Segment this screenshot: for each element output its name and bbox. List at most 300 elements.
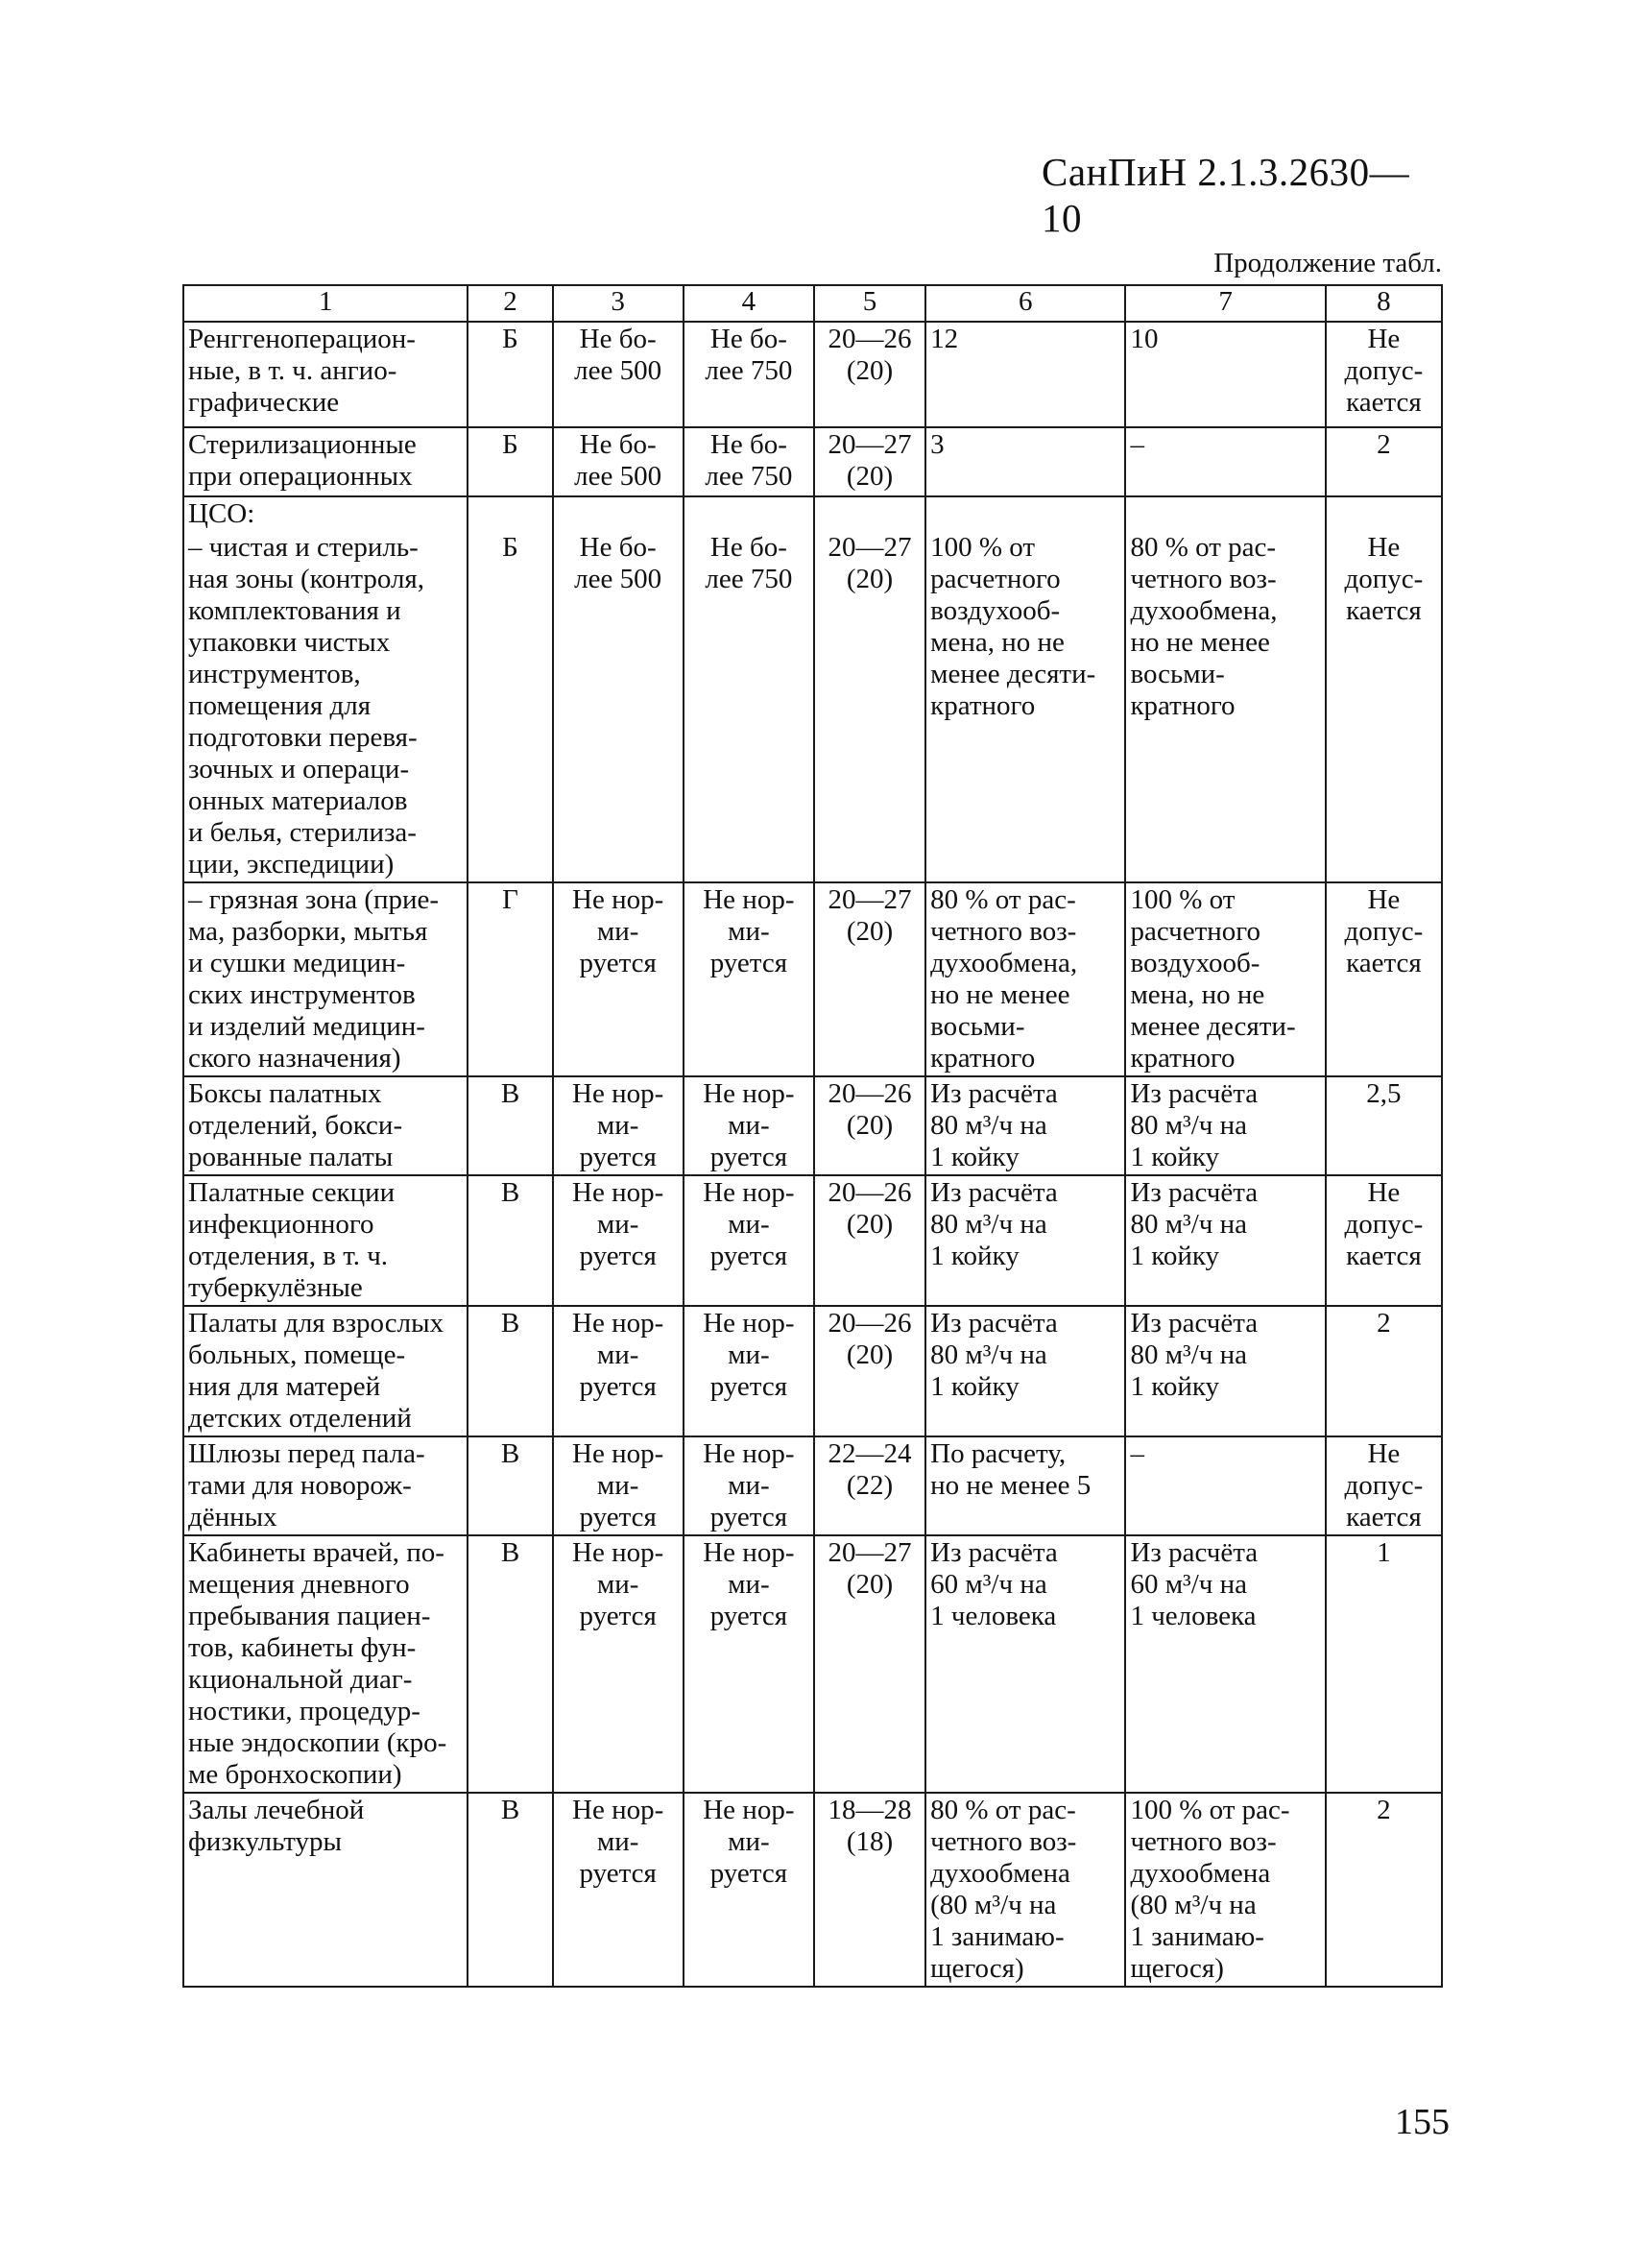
cell-line: тов, кабинеты фун- — [188, 1632, 417, 1663]
cell-line: руется — [709, 1241, 788, 1271]
cell-line: В — [500, 1177, 520, 1208]
cell-line: ностики, процедур- — [188, 1696, 420, 1726]
cell-line: четного воз- — [1130, 1826, 1277, 1857]
col3-cell — [553, 1306, 684, 1436]
cell-line: 80 м³/ч на — [930, 1209, 1047, 1240]
cell-line: руется — [709, 1601, 788, 1631]
cell-line: графические — [188, 387, 340, 418]
cell-line: духообмена, — [1130, 595, 1278, 626]
table-row — [183, 1175, 1442, 1306]
cell-line: расчетного — [930, 564, 1061, 594]
col4-cell — [684, 1306, 814, 1436]
cell-line: 1 койку — [930, 1241, 1020, 1271]
cell-line: ми- — [728, 1110, 770, 1141]
cell-line: детских отделений — [188, 1403, 412, 1434]
cell-line: Из расчёта — [1130, 1177, 1259, 1208]
cell-line: В — [500, 1795, 520, 1825]
cell-line: Не нор- — [703, 1438, 795, 1469]
air-exchange-in-cell — [925, 1306, 1125, 1436]
class-cell — [468, 1436, 552, 1535]
temperature-cell — [814, 1076, 925, 1175]
cell-line: больных, помеще- — [188, 1339, 406, 1370]
cell-line: ции, экспедиции) — [188, 849, 395, 880]
cell-line: (20) — [846, 1110, 894, 1141]
cell-line: духообмена, — [930, 948, 1078, 978]
class-cell — [468, 427, 552, 496]
cell-line: – чистая и стериль- — [188, 532, 419, 563]
cell-line: 100 % от рас- — [1130, 1795, 1290, 1825]
cell-line: ми- — [728, 1209, 770, 1240]
col4-cell — [684, 1175, 814, 1306]
air-exchange-in-cell — [925, 322, 1125, 427]
column-number: 3 — [553, 285, 684, 322]
cell-line: ми- — [728, 1470, 770, 1501]
cell-line: 2 — [1377, 1795, 1391, 1825]
air-exchange-out-cell — [1125, 1076, 1325, 1175]
cell-line: и сушки медицин- — [188, 948, 406, 978]
cell-line: кратного — [1130, 1043, 1236, 1074]
cell-line: Из расчёта — [930, 1537, 1058, 1568]
cell-line: 1 койку — [930, 1371, 1020, 1402]
cell-line: 80 м³/ч на — [1130, 1339, 1248, 1370]
air-exchange-in-cell — [925, 1535, 1125, 1793]
cell-line: 20—26 — [828, 1308, 912, 1339]
cell-line: руется — [579, 1241, 657, 1271]
cell-line: 20—27 — [828, 884, 912, 915]
col4-cell — [684, 1436, 814, 1535]
cell-line: Не нор- — [572, 1537, 664, 1568]
table-row — [183, 882, 1442, 1076]
column-number: 5 — [814, 285, 925, 322]
col4-cell — [684, 1535, 814, 1793]
cell-line: ских инструментов — [188, 979, 416, 1010]
cell-line: ми- — [596, 1339, 639, 1370]
cell-line: Кабинеты врачей, по- — [188, 1537, 444, 1568]
air-exchange-in-cell — [925, 1793, 1125, 1987]
cell-line: ми- — [728, 1826, 770, 1857]
cell-line: руется — [579, 1142, 657, 1172]
cell-line: Стерилизационные — [188, 429, 417, 460]
air-exchange-out-cell — [1125, 1535, 1325, 1793]
col8-cell — [1326, 531, 1442, 882]
cell-line: менее десяти- — [1130, 1011, 1296, 1042]
col8-cell — [1326, 496, 1442, 531]
cell-line: Залы лечебной — [188, 1795, 365, 1825]
cell-line: Из расчёта — [930, 1308, 1058, 1339]
cell-line: инструментов, — [188, 659, 361, 689]
cell-line: 80 % от рас- — [930, 884, 1076, 915]
cell-line: 80 м³/ч на — [1130, 1110, 1248, 1141]
room-name-cell — [183, 882, 468, 1076]
cell-line: ского назначения) — [188, 1043, 401, 1074]
ventilation-requirements-table — [182, 284, 1443, 1988]
column-number-row — [183, 285, 1442, 322]
cell-line: Г — [502, 884, 518, 915]
cell-line: расчетного — [1130, 916, 1260, 947]
cell-line: Не бо- — [709, 324, 787, 354]
cell-line: 20—26 — [828, 1177, 912, 1208]
col8-cell — [1326, 882, 1442, 1076]
col8-cell — [1326, 1436, 1442, 1535]
cell-line: инфекционного — [188, 1209, 374, 1240]
cell-line: ме бронхоскопии) — [188, 1759, 402, 1790]
cell-line: духообмена — [1130, 1858, 1271, 1889]
cell-line: ми- — [596, 1826, 639, 1857]
cell-line: 22—24 — [828, 1438, 912, 1469]
col8-cell — [1326, 1793, 1442, 1987]
cell-line: (80 м³/ч на — [1130, 1890, 1257, 1920]
col3-cell — [553, 322, 684, 427]
table-continuation-note: Продолжение табл. — [1213, 248, 1442, 278]
cell-line: Не — [1367, 884, 1401, 915]
cell-line: ми- — [596, 1470, 639, 1501]
cell-line: воздухооб- — [1130, 948, 1260, 978]
cell-line: но не менее — [1130, 627, 1270, 658]
col4-cell — [684, 322, 814, 427]
cell-line: и белья, стерилиза- — [188, 817, 417, 848]
class-cell — [468, 1076, 552, 1175]
cell-line: 18—28 — [828, 1795, 912, 1825]
cell-line: Не нор- — [572, 1795, 664, 1825]
cell-line: допус- — [1344, 916, 1424, 947]
cell-line: допус- — [1344, 1470, 1424, 1501]
cell-line: Не бо- — [579, 429, 657, 460]
cell-line: физкультуры — [188, 1826, 343, 1857]
cell-line: 80 % от рас- — [1130, 532, 1277, 563]
cell-line: 100 % от — [930, 532, 1036, 563]
cell-line: отделений, бокси- — [188, 1110, 403, 1141]
col8-cell — [1326, 427, 1442, 496]
room-name-cell — [183, 1076, 468, 1175]
air-exchange-out-cell — [1125, 322, 1325, 427]
cell-line: 80 м³/ч на — [930, 1339, 1047, 1370]
cell-line: Не нор- — [572, 884, 664, 915]
column-number: 2 — [468, 285, 552, 322]
cell-line: лее 750 — [705, 355, 793, 386]
cell-line: (22) — [846, 1470, 894, 1501]
col3-cell — [553, 427, 684, 496]
cell-line: Не нор- — [703, 1308, 795, 1339]
cell-line: Не нор- — [572, 1308, 664, 1339]
table-row — [183, 496, 1442, 531]
temperature-cell — [814, 1535, 925, 1793]
cell-line: Не — [1367, 532, 1401, 563]
cell-line: 2 — [1377, 1308, 1391, 1339]
cell-line: (18) — [846, 1826, 894, 1857]
cell-line: 1 занимаю- — [930, 1921, 1065, 1952]
cell-line: Не нор- — [703, 884, 795, 915]
cell-line: Не — [1367, 324, 1401, 354]
page-number: 155 — [1395, 2102, 1450, 2142]
cell-line: руется — [709, 1371, 788, 1402]
cell-line: туберкулёзные — [188, 1272, 363, 1303]
col4-cell — [684, 1076, 814, 1175]
cell-line: (20) — [846, 564, 894, 594]
cell-line: Не нор- — [572, 1177, 664, 1208]
col8-cell — [1326, 1076, 1442, 1175]
cell-line: четного воз- — [930, 1826, 1077, 1857]
col3-cell — [553, 1076, 684, 1175]
cell-line: ЦСО: — [188, 498, 255, 529]
cell-line: 1 человека — [1130, 1601, 1257, 1631]
cell-line: В — [500, 1537, 520, 1568]
air-exchange-in-cell — [925, 427, 1125, 496]
cell-line: руется — [709, 948, 788, 978]
air-exchange-out-cell — [1125, 1175, 1325, 1306]
cell-line: 1 койку — [1130, 1142, 1220, 1172]
cell-line: духообмена — [930, 1858, 1070, 1889]
cell-line: но не менее 5 — [930, 1470, 1092, 1501]
cell-line: Не нор- — [703, 1537, 795, 1568]
cell-line: Не бо- — [579, 324, 657, 354]
cell-line: помещения для — [188, 690, 372, 721]
air-exchange-out-cell — [1125, 531, 1325, 882]
cell-line: лее 750 — [705, 564, 793, 594]
cell-line: руется — [579, 1601, 657, 1631]
class-cell — [468, 531, 552, 882]
temperature-cell — [814, 1175, 925, 1306]
cell-line: (20) — [846, 916, 894, 947]
class-cell — [468, 1535, 552, 1793]
cell-line: ми- — [596, 1110, 639, 1141]
cell-line: Не — [1367, 1177, 1401, 1208]
cell-line: пребывания пациен- — [188, 1601, 431, 1631]
column-number: 1 — [183, 285, 468, 322]
cell-line: Ренггеноперацион- — [188, 324, 416, 354]
table-row — [183, 1793, 1442, 1987]
cell-line: В — [500, 1438, 520, 1469]
room-name-cell — [183, 427, 468, 496]
air-exchange-in-cell — [925, 496, 1125, 531]
cell-line: рованные палаты — [188, 1142, 394, 1172]
cell-line: 2,5 — [1366, 1078, 1402, 1109]
cell-line: 80 м³/ч на — [930, 1110, 1047, 1141]
cell-line: отделения, в т. ч. — [188, 1241, 389, 1271]
cell-line: при операционных — [188, 461, 413, 492]
cell-line: руется — [709, 1858, 788, 1889]
cell-line: 20—27 — [828, 532, 912, 563]
col3-cell — [553, 496, 684, 531]
cell-line: Б — [502, 429, 518, 460]
cell-line: – — [1130, 1438, 1144, 1469]
cell-line: (80 м³/ч на — [930, 1890, 1057, 1920]
cell-line: четного воз- — [1130, 564, 1277, 594]
cell-line: кается — [1346, 387, 1422, 418]
cell-line: кратного — [930, 1043, 1036, 1074]
table-row — [183, 1306, 1442, 1436]
cell-line: допус- — [1344, 355, 1424, 386]
col4-cell — [684, 531, 814, 882]
air-exchange-in-cell — [925, 1436, 1125, 1535]
cell-line: кциональной диаг- — [188, 1664, 413, 1695]
table-row — [183, 531, 1442, 882]
cell-line: (20) — [846, 461, 894, 492]
col4-cell — [684, 1793, 814, 1987]
cell-line: 1 занимаю- — [1130, 1921, 1264, 1952]
temperature-cell — [814, 1793, 925, 1987]
cell-line: кается — [1346, 1502, 1422, 1532]
air-exchange-in-cell — [925, 1076, 1125, 1175]
cell-line: ния для матерей — [188, 1371, 381, 1402]
col8-cell — [1326, 1175, 1442, 1306]
temperature-cell — [814, 882, 925, 1076]
cell-line: мена, но не — [930, 627, 1065, 658]
cell-line: кается — [1346, 595, 1422, 626]
cell-line: воздухооб- — [930, 595, 1061, 626]
column-number: 4 — [684, 285, 814, 322]
room-name-cell — [183, 1175, 468, 1306]
class-cell — [468, 1793, 552, 1987]
air-exchange-out-cell — [1125, 496, 1325, 531]
cell-line: Не нор- — [703, 1177, 795, 1208]
cell-line: руется — [579, 1858, 657, 1889]
cell-line: Не бо- — [579, 532, 657, 563]
cell-line: Из расчёта — [930, 1078, 1058, 1109]
cell-line: – — [1130, 429, 1144, 460]
cell-line: Из расчёта — [930, 1177, 1058, 1208]
cell-line: восьми- — [930, 1011, 1025, 1042]
cell-line: кается — [1346, 948, 1422, 978]
temperature-cell — [814, 1306, 925, 1436]
col3-cell — [553, 882, 684, 1076]
table-row — [183, 427, 1442, 496]
cell-line: В — [500, 1078, 520, 1109]
air-exchange-out-cell — [1125, 1793, 1325, 1987]
cell-line: щегося) — [930, 1953, 1024, 1984]
cell-line: Не нор- — [703, 1078, 795, 1109]
cell-line: руется — [579, 948, 657, 978]
cell-line: мещения дневного — [188, 1569, 410, 1600]
cell-line: комплектования и — [188, 595, 401, 626]
room-name-cell — [183, 1535, 468, 1793]
cell-line: но не менее — [930, 979, 1070, 1010]
air-exchange-in-cell — [925, 531, 1125, 882]
cell-line: 1 человека — [930, 1601, 1057, 1631]
air-exchange-out-cell — [1125, 427, 1325, 496]
cell-line: 1 койку — [930, 1142, 1020, 1172]
room-name-cell — [183, 322, 468, 427]
cell-line: (20) — [846, 1339, 894, 1370]
col4-cell — [684, 496, 814, 531]
column-number: 6 — [925, 285, 1125, 322]
cell-line: кается — [1346, 1241, 1422, 1271]
cell-line: 60 м³/ч на — [930, 1569, 1047, 1600]
table-row — [183, 1535, 1442, 1793]
cell-line: руется — [579, 1502, 657, 1532]
cell-line: 12 — [930, 324, 959, 354]
cell-line: зочных и операци- — [188, 754, 410, 784]
col3-cell — [553, 1175, 684, 1306]
cell-line: 1 койку — [1130, 1241, 1220, 1271]
cell-line: ми- — [596, 1209, 639, 1240]
cell-line: менее десяти- — [930, 659, 1096, 689]
cell-line: ми- — [728, 916, 770, 947]
class-cell — [468, 1175, 552, 1306]
cell-line: 1 койку — [1130, 1371, 1220, 1402]
cell-line: и изделий медицин- — [188, 1011, 425, 1042]
cell-line: 80 м³/ч на — [1130, 1209, 1248, 1240]
cell-line: руется — [709, 1502, 788, 1532]
cell-line: (20) — [846, 1569, 894, 1600]
class-cell — [468, 322, 552, 427]
cell-line: Не нор- — [703, 1795, 795, 1825]
col3-cell — [553, 1535, 684, 1793]
cell-line: 20—27 — [828, 429, 912, 460]
col8-cell — [1326, 322, 1442, 427]
cell-line: ми- — [728, 1569, 770, 1600]
col8-cell — [1326, 1535, 1442, 1793]
cell-line: 80 % от рас- — [930, 1795, 1076, 1825]
cell-line: Не нор- — [572, 1438, 664, 1469]
cell-line: Не — [1367, 1438, 1401, 1469]
temperature-cell — [814, 322, 925, 427]
cell-line: Из расчёта — [1130, 1308, 1259, 1339]
table-row — [183, 1076, 1442, 1175]
cell-line: Боксы палатных — [188, 1078, 382, 1109]
cell-line: Палаты для взрослых — [188, 1308, 444, 1339]
cell-line: ми- — [596, 916, 639, 947]
cell-line: Б — [502, 324, 518, 354]
cell-line: 20—26 — [828, 324, 912, 354]
cell-line: 100 % от — [1130, 884, 1236, 915]
cell-line: подготовки перевя- — [188, 722, 418, 753]
cell-line: ми- — [728, 1339, 770, 1370]
class-cell — [468, 882, 552, 1076]
column-number: 7 — [1125, 285, 1325, 322]
table-body — [183, 285, 1442, 1987]
room-name-cell — [183, 1793, 468, 1987]
cell-line: ные эндоскопии (кро- — [188, 1727, 447, 1758]
room-name-cell — [183, 1436, 468, 1535]
cell-line: Б — [502, 532, 518, 563]
cell-line: лее 500 — [574, 564, 662, 594]
cell-line: Из расчёта — [1130, 1078, 1259, 1109]
col3-cell — [553, 1793, 684, 1987]
cell-line: Шлюзы перед пала- — [188, 1438, 425, 1469]
air-exchange-in-cell — [925, 1175, 1125, 1306]
column-number: 8 — [1326, 285, 1442, 322]
air-exchange-out-cell — [1125, 1306, 1325, 1436]
cell-line: 3 — [930, 429, 945, 460]
cell-line: Не бо- — [709, 532, 787, 563]
room-name-cell — [183, 531, 468, 882]
cell-line: четного воз- — [930, 916, 1077, 947]
air-exchange-out-cell — [1125, 882, 1325, 1076]
cell-line: 1 — [1377, 1537, 1391, 1568]
cell-line: В — [500, 1308, 520, 1339]
cell-line: тами для новорож- — [188, 1470, 412, 1501]
cell-line: ма, разборки, мытья — [188, 916, 428, 947]
cell-line: 2 — [1377, 429, 1391, 460]
cell-line: упаковки чистых — [188, 627, 391, 658]
col4-cell — [684, 882, 814, 1076]
air-exchange-out-cell — [1125, 1436, 1325, 1535]
cell-line: допус- — [1344, 564, 1424, 594]
class-cell — [468, 1306, 552, 1436]
cell-line: (20) — [846, 1209, 894, 1240]
cell-line: По расчету, — [930, 1438, 1067, 1469]
col3-cell — [553, 1436, 684, 1535]
cell-line: ные, в т. ч. ангио- — [188, 355, 397, 386]
cell-line: Из расчёта — [1130, 1537, 1259, 1568]
document-code: СанПиН 2.1.3.2630—10 — [1042, 150, 1410, 240]
cell-line: Палатные секции — [188, 1177, 396, 1208]
cell-line: ная зоны (контроля, — [188, 564, 425, 594]
class-cell — [468, 496, 552, 531]
cell-line: щегося) — [1130, 1953, 1224, 1984]
cell-line: (20) — [846, 355, 894, 386]
cell-line: Не нор- — [572, 1078, 664, 1109]
